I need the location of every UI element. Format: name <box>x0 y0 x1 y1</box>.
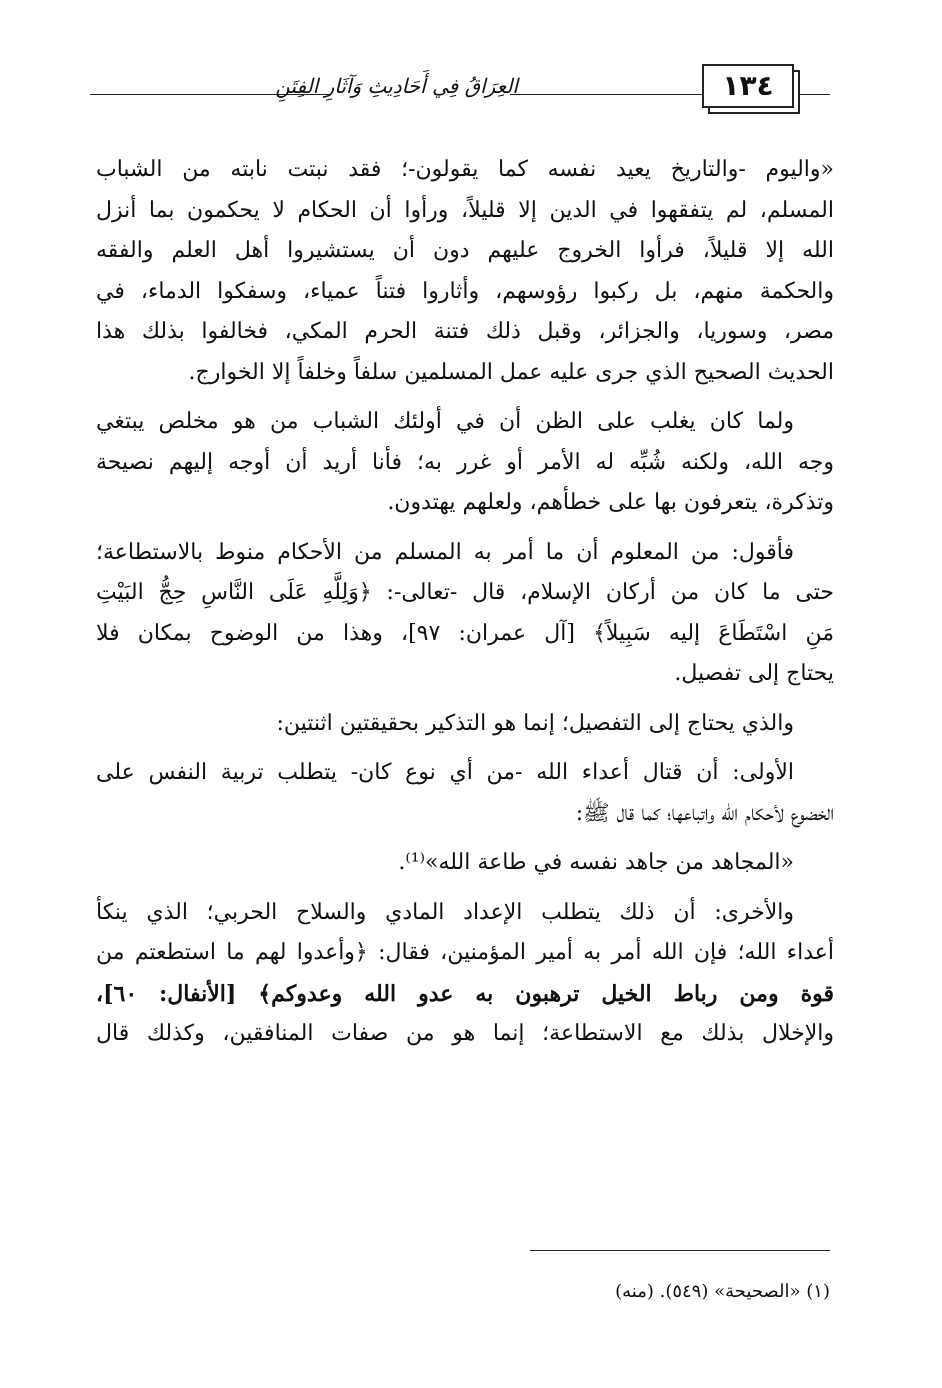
page-header <box>90 60 830 130</box>
book-title: العِرَاقُ فِي أَحَادِيثِ وَآثَارِ الفِتَنِ <box>275 74 518 98</box>
page-number: ١٣٤ <box>722 69 774 102</box>
footnote-separator <box>530 1250 830 1251</box>
text-line: الله إلا قليلاً، فرأوا الخروج عليهم دون أن يستشيروا أهل العلم والفقه <box>96 238 834 263</box>
text-line: ولما كان يغلب على الظن أن في أولئك الشباب من هو مخلص يبتغي <box>96 409 794 434</box>
text-line: والذي يحتاج إلى التفصيل؛ إنما هو التذكير بحقيقتين اثنتين: <box>276 710 794 736</box>
page-number-box <box>702 64 802 112</box>
text-line: والإخلال بذلك مع الاستطاعة؛ إنما هو من صفات المنافقين، وكذلك قال <box>96 1021 834 1046</box>
text-line: مصر، وسوريا، والجزائر، وقبل ذلك فتنة الحرم المكي، فخالفوا بذلك هذا <box>96 319 834 344</box>
text-line: والحكمة منهم، بل ركبوا رؤوسهم، وأثاروا فتناً عمياء، وسفكوا الدماء، في <box>96 278 834 304</box>
text-line: «واليوم -والتاريخ يعيد نفسه كما يقولون-؛ فقد نبتت نابته من الشباب <box>96 157 834 182</box>
text-line: «المجاهد من جاهد نفسه في طاعة الله»⁽¹⁾. <box>398 850 794 875</box>
text-line: والأخرى: أن ذلك يتطلب الإعداد المادي والسلاح الحربي؛ الذي ينكأ <box>96 899 794 925</box>
paragraph <box>96 753 834 834</box>
text-line: حتى ما كان من أركان الإسلام، قال -تعالى-: ﴿وَلِلَّهِ عَلَى النَّاسِ حِجُّ البَيْتِ <box>96 580 834 605</box>
text-line: وتذكرة، يتعرفون بها على خطأهم، ولعلهم يهتدون. <box>387 490 834 515</box>
paragraph <box>96 533 834 695</box>
text-line: الخضوع لأحكام الله واتباعها؛ كما قال ﷺ: <box>575 800 834 826</box>
text-line: المسلم، لم يتفقهوا في الدين إلا قليلاً، ورأوا أن الحكام لا يحكمون بما أنزل <box>96 197 834 223</box>
text-line: أعداء الله؛ فإن الله أمر به أمير المؤمنين، فقال: ﴿وأعدوا لهم ما استطعتم من <box>96 940 834 965</box>
text-line: قوة ومن رباط الخيل ترهبون به عدو الله وعدوكم﴾ [الأنفال: ٦٠]، <box>96 980 834 1007</box>
paragraph <box>96 704 834 745</box>
text-line: الأولى: أن قتال أعداء الله -من أي نوع كان- يتطلب تربية النفس على <box>96 760 794 785</box>
text-line: الحديث الصحيح الذي جرى عليه عمل المسلمين سلفاً وخلفاً إلا الخوارج. <box>188 359 834 385</box>
text-line: وجه الله، ولكنه شُبِّه له الأمر أو غرر به؛ فأنا أريد أن أوجه إليهم نصيحة <box>96 449 834 475</box>
header-rule-right <box>798 94 830 95</box>
text-line: فأقول: من المعلوم أن ما أمر به المسلم من الأحكام منوط بالاستطاعة؛ <box>96 539 794 565</box>
text-line: مَنِ اسْتَطَاعَ إليه سَبِيلاً﴾ [آل عمران: ٩٧]، وهذا من الوضوح بمكان فلا <box>96 620 834 646</box>
text-line: يحتاج إلى تفصيل. <box>674 661 834 686</box>
paragraph <box>96 843 834 884</box>
paragraph <box>96 402 834 524</box>
paragraph <box>96 150 834 393</box>
paragraph <box>96 893 834 1055</box>
footnote: (١) «الصحيحة» (٥٤٩). (منه) <box>615 1281 830 1302</box>
body-text <box>96 150 834 1064</box>
